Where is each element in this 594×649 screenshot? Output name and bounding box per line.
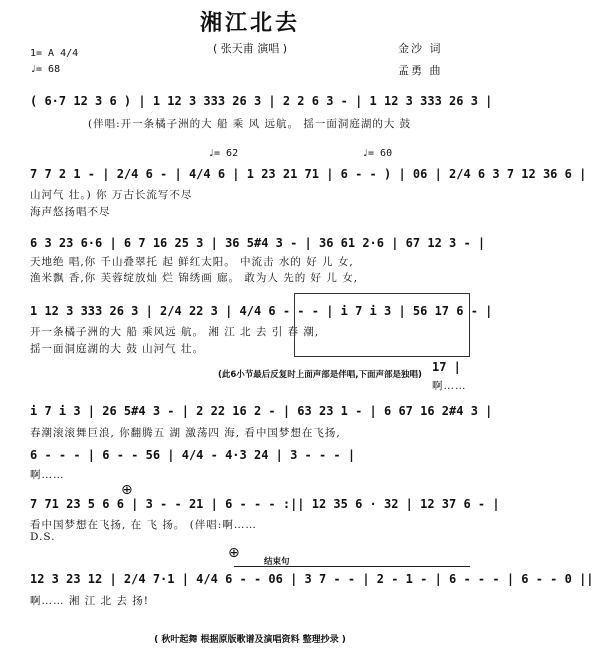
score-row-8: 7 71 23 5 6 6 | 3 - - 21 | 6 - - - :|| 12 35 6 · 32 | 12 37 6 - | bbox=[30, 497, 500, 511]
score-row-7: 6 - - - | 6 - - 56 | 4/4 - 4·3 24 | 3 - - - | bbox=[30, 448, 356, 462]
score-row-4: 1 12 3 333 26 3 | 2/4 22 3 | 4/4 6 - - - | i 7 i 3 | 56 17 6 - | bbox=[30, 304, 493, 318]
ending-label: 结束句 bbox=[264, 557, 290, 567]
singer-subtitle: ( 张天甫 演唱 ) bbox=[212, 42, 288, 55]
lyric-row-8: 看中国梦想在飞扬, 在 飞 扬。 (伴唱:啊…… bbox=[30, 519, 257, 531]
key-signature: 1= A 4/4 bbox=[30, 48, 79, 59]
refrain-box bbox=[294, 293, 470, 357]
lyric-row-9: 啊…… 湘 江 北 去 扬! bbox=[30, 595, 149, 607]
lyric-row-7: 啊…… bbox=[30, 469, 65, 481]
score-row-3: 6 3 23 6·6 | 6 7 16 25 3 | 36 5#4 3 - | 36 61 2·6 | 67 12 3 - | bbox=[30, 236, 486, 250]
ds-mark: D.S. bbox=[30, 531, 56, 543]
tempo-mark: ♩= 68 bbox=[30, 64, 61, 75]
lyric-row-1: (伴唱:开一条橘子洲的大 船 乘 风 远航。 揺一面洞庭湖的大 鼓 bbox=[88, 118, 412, 130]
lyric-row-3b: 渔米飘 香,你 芙蓉绽放灿 烂 锦绣画 廊。 敢为人 先的 好 儿 女, bbox=[30, 272, 359, 284]
score-row-5: 17 | bbox=[432, 360, 461, 374]
lyric-row-5: 啊…… bbox=[432, 380, 467, 392]
lyric-row-4: 开一条橘子洲的大 船 乘风远 航。 湘 江 北 去 引 春 潮, bbox=[30, 326, 320, 338]
score-row-6: i 7 i 3 | 26 5#4 3 - | 2 22 16 2 - | 63 23 1 - | 6 67 16 2#4 3 | bbox=[30, 404, 493, 418]
song-title: 湘江北去 bbox=[199, 11, 300, 36]
repeat-note: (此6小节最后反复时上面声部是伴唱,下面声部是独唱) bbox=[218, 370, 422, 380]
lyric-row-2b: 海声悠扬唱不尽 bbox=[30, 206, 111, 218]
score-row-2: 7 7 2 1 - | 2/4 6 - | 4/4 6 | 1 23 21 71 | 6 - - ) | 06 | 2/4 6 3 7 12 36 6 | bbox=[30, 167, 587, 181]
lyric-row-2: 山河气 壮。) 你 万古长流写不尽 bbox=[30, 189, 193, 201]
lyric-row-4b: 揺一面洞庭湖的大 鼓 山河气 壮。 bbox=[30, 343, 205, 355]
lyric-row-3: 天地绝 唱,你 千山叠翠托 起 鲜红太阳。 中流击 水的 好 儿 女, bbox=[30, 256, 354, 268]
composer-credit: 孟勇 曲 bbox=[398, 64, 443, 77]
coda-sign-2: ⊕ bbox=[228, 545, 240, 561]
score-row-1: ( 6·7 12 3 6 ) | 1 12 3 333 26 3 | 2 2 6 3 - | 1 12 3 333 26 3 | bbox=[30, 94, 493, 108]
lyricist-credit: 金沙 词 bbox=[398, 42, 443, 55]
ending-bracket bbox=[234, 566, 470, 567]
coda-sign: ⊕ bbox=[121, 482, 133, 498]
tempo-mark-60: ♩= 60 bbox=[362, 148, 393, 159]
lyric-row-6: 春潮滚滚舞巨浪, 你翻腾五 湖 激荡四 海, 看中国梦想在飞扬, bbox=[30, 427, 341, 439]
tempo-mark-62: ♩= 62 bbox=[208, 148, 239, 159]
transcription-credit: ( 秋叶起舞 根据原版歌谱及演唱资料 整理抄录 ) bbox=[154, 635, 346, 645]
score-row-9: 12 3 23 12 | 2/4 7·1 | 4/4 6 - - 06 | 3 7 - - | 2 - 1 - | 6 - - - | 6 - - 0 || bbox=[30, 572, 594, 586]
